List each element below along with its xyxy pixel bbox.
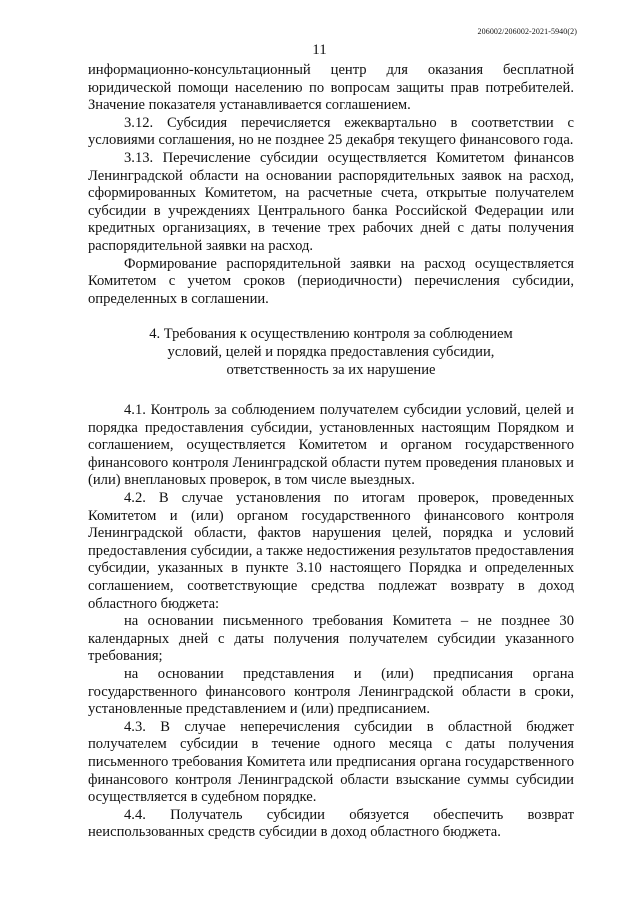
section-heading-line-1: 4. Требования к осуществлению контроля за соблюдением <box>149 326 513 343</box>
paragraph-request-formation: Формирование распорядительной заявки на расход осуществляется Комитетом с учетом сроков (периодичности) перечисления субсидии, определенных в соглашении. <box>88 255 574 307</box>
page-number: 11 <box>312 42 327 58</box>
paragraph-3-13: 3.13. Перечисление субсидии осуществляется Комитетом финансов Ленинградской области на основании распорядительных заявок на расход, сформированных Комитетом, на расчетные счета, открытые получателем субсидии в учреждениях Центрального банка Российской Федерации или кредитных организациях, в течение трех рабочих дней с даты получения распорядительной заявки на расход. <box>88 149 574 254</box>
document-body <box>88 62 574 842</box>
paragraph-4-1: 4.1. Контроль за соблюдением получателем субсидии условий, целей и порядка предоставления субсидии, установленных настоящим Порядком и соглашением, осуществляется Комитетом и органом государственного финансового контроля Ленинградской области путем проведения плановых и (или) внеплановых проверок, в том числе выездных. <box>88 402 574 489</box>
paragraph-4-3: 4.3. В случае неперечисления субсидии в областной бюджет получателем субсидии в течение одного месяца с даты получения письменного требования Комитета или предписания органа государственного финансового контроля Ленинградской области взыскание суммы субсидии осуществляется в судебном порядке. <box>88 718 574 806</box>
paragraph-written-demand: на основании письменного требования Комитета – не позднее 30 календарных дней с даты получения получателем субсидии указанного требования; <box>88 613 574 665</box>
paragraph-continuation: информационно-консультационный центр для оказания бесплатной юридической помощи населению по вопросам защиты прав потребителей. Значение показателя устанавливается соглашением. <box>88 62 574 114</box>
paragraph-4-4: 4.4. Получатель субсидии обязуется обеспечить возврат неиспользованных средств субсидии в доход областного бюджета. <box>88 806 574 841</box>
section-heading-line-3: ответственность за их нарушение <box>226 361 436 378</box>
paragraph-3-12: 3.12. Субсидия перечисляется ежеквартально в соответствии с условиями соглашения, но не позднее 25 декабря текущего финансового года. <box>88 114 574 149</box>
section-heading-line-2: условий, целей и порядка предоставления субсидии, <box>167 343 495 360</box>
section-heading <box>88 326 574 379</box>
document-code: 206002/206002-2021-5940(2) <box>477 27 577 36</box>
paragraph-4-2: 4.2. В случае установления по итогам проверок, проведенных Комитетом и (или) органом государственного финансового контроля Ленинградской области, фактов нарушения целей, порядка и условий предоставления субсидии, а также недостижения результатов предоставления субсидии, указанных в пункте 3.10 настоящего Порядка и определенных соглашением, соответствующие средства подлежат возврату в доход областного бюджета: <box>88 490 574 612</box>
paragraph-order-basis: на основании представления и (или) предписания органа государственного финансового контроля Ленинградской области в сроки, установленные представлением и (или) предписанием. <box>88 666 574 718</box>
